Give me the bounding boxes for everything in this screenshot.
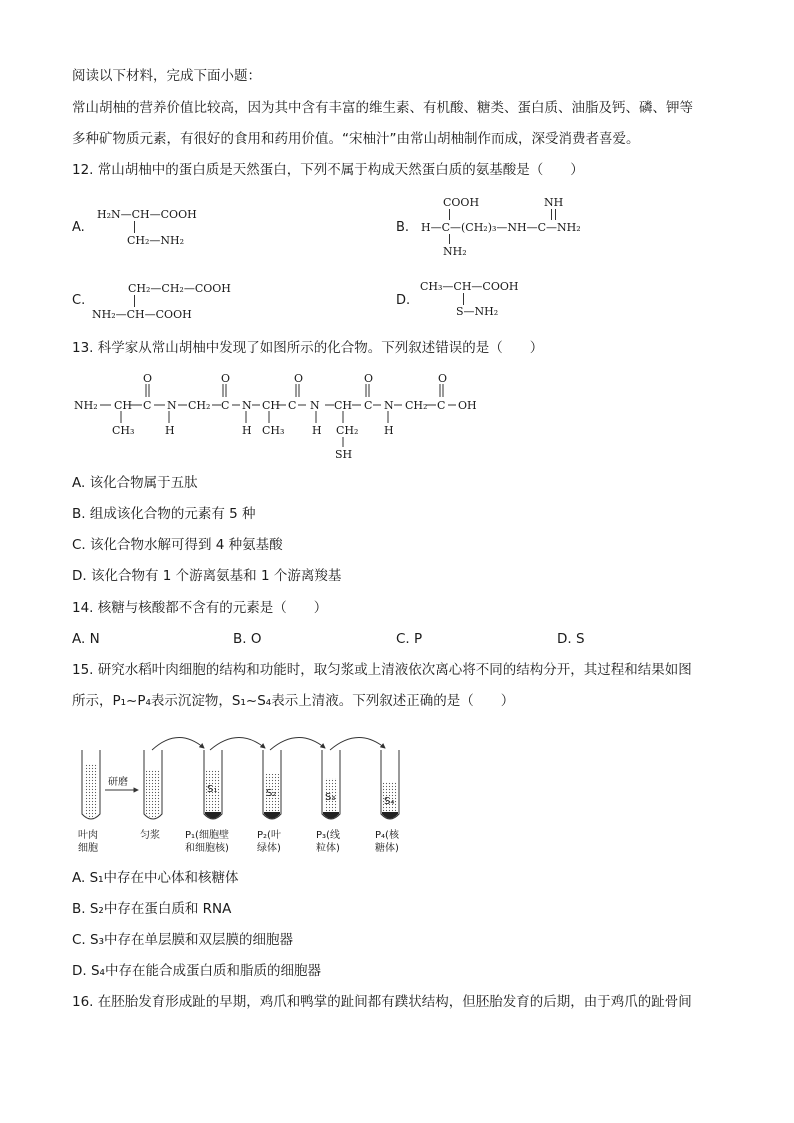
- peptide-thiol: SH: [335, 448, 353, 460]
- peptide-substituent: CH₃: [262, 424, 285, 437]
- peptide-oxygen: O: [364, 372, 374, 385]
- figure-caption: 细胞: [78, 843, 98, 854]
- peptide-atom: C: [437, 399, 446, 412]
- q13-option-a: A. 该化合物属于五肽: [72, 475, 198, 491]
- peptide-substituent: CH₃: [112, 424, 135, 437]
- figure-caption: P₃(线: [316, 830, 340, 841]
- figure-caption: P₂(叶: [257, 830, 281, 841]
- peptide-atom: C: [143, 399, 152, 412]
- q12-a-row2: CH₂—NH₂: [127, 234, 185, 247]
- peptide-substituent: H: [384, 424, 394, 437]
- q13-option-c: C. 该化合物水解可得到 4 种氨基酸: [72, 537, 283, 553]
- peptide-substituent: H: [165, 424, 175, 437]
- q12-option-a-label: A.: [72, 220, 85, 235]
- q12-d-row2: S—NH₂: [456, 305, 499, 318]
- supernatant-label: S₄: [384, 796, 395, 807]
- q14-option-b: B. O: [233, 631, 262, 647]
- q12-b-bottom: NH₂: [443, 245, 467, 258]
- peptide-atom: OH: [458, 399, 477, 412]
- peptide-atom: CH₂: [405, 399, 428, 412]
- q13-peptide-structure: [70, 370, 500, 460]
- q13-option-b: B. 组成该化合物的元素有 5 种: [72, 506, 256, 522]
- q15-grind-label: 研磨: [108, 777, 128, 788]
- intro-instruction: 阅读以下材料，完成下面小题：: [72, 68, 261, 84]
- peptide-atom: CH: [114, 399, 133, 412]
- figure-caption: P₄(核: [375, 830, 399, 841]
- figure-caption: P₁(细胞壁: [185, 830, 229, 841]
- figure-caption: 叶肉: [78, 830, 98, 841]
- q12-b-main: H—C—(CH₂)₃—NH—C—NH₂: [421, 221, 581, 234]
- q15-centrifuge-figure: [70, 728, 420, 858]
- q15-option-d: D. S₄中存在能合成蛋白质和脂质的细胞器: [72, 963, 321, 979]
- q12-option-c-label: C.: [72, 293, 86, 308]
- peptide-atom: CH₂: [188, 399, 211, 412]
- q14-option-d: D. S: [557, 631, 585, 647]
- q12-b-top-nh: NH: [544, 196, 564, 209]
- peptide-oxygen: O: [294, 372, 304, 385]
- peptide-oxygen: O: [438, 372, 448, 385]
- q14-option-a: A. N: [72, 631, 100, 647]
- q12-c-row1: CH₂—CH₂—COOH: [128, 282, 231, 295]
- q14-option-c: C. P: [396, 631, 423, 647]
- q12-c-row2: NH₂—CH—COOH: [92, 308, 192, 321]
- figure-caption: 匀浆: [140, 830, 160, 841]
- q15-stem-line-2: 所示，P₁~P₄表示沉淀物，S₁~S₄表示上清液。下列叙述正确的是（ ）: [72, 693, 515, 709]
- q12-d-row1: CH₃—CH—COOH: [420, 280, 519, 293]
- peptide-atom: CH: [334, 399, 353, 412]
- supernatant-label: S₃: [325, 792, 336, 803]
- supernatant-label: S₂: [266, 788, 277, 799]
- q13-option-d: D. 该化合物有 1 个游离氨基和 1 个游离羧基: [72, 568, 342, 584]
- peptide-atom: C: [364, 399, 373, 412]
- q15-option-b: B. S₂中存在蛋白质和 RNA: [72, 901, 232, 917]
- intro-material-line-2: 多种矿物质元素，有很好的食用和药用价值。“宋柚汁”由常山胡柚制作而成，深受消费者喜爱。: [72, 131, 640, 147]
- peptide-atom: NH₂: [74, 399, 98, 412]
- figure-caption: 绿体): [257, 843, 281, 854]
- supernatant-label: S₁: [207, 784, 218, 795]
- peptide-atom: C: [288, 399, 297, 412]
- peptide-atom: N: [242, 399, 252, 412]
- peptide-oxygen: O: [221, 372, 231, 385]
- intro-material-line-1: 常山胡柚的营养价值比较高，因为其中含有丰富的维生素、有机酸、糖类、蛋白质、油脂及钙、磷、钾等: [72, 100, 693, 116]
- peptide-atom: N: [310, 399, 320, 412]
- q14-stem: 14. 核糖与核酸都不含有的元素是（ ）: [72, 600, 328, 616]
- q12-stem: 12. 常山胡柚中的蛋白质是天然蛋白，下列不属于构成天然蛋白质的氨基酸是（ ）: [72, 162, 584, 178]
- peptide-substituent: CH₂: [336, 424, 359, 437]
- peptide-atom: N: [384, 399, 394, 412]
- peptide-oxygen: O: [143, 372, 153, 385]
- peptide-atom: N: [167, 399, 177, 412]
- q12-option-d-label: D.: [396, 293, 411, 308]
- q15-option-c: C. S₃中存在单层膜和双层膜的细胞器: [72, 932, 293, 948]
- q12-option-b-label: B.: [396, 220, 410, 235]
- peptide-substituent: H: [242, 424, 252, 437]
- figure-caption: 粒体): [316, 843, 340, 854]
- q16-stem: 16. 在胚胎发育形成趾的早期，鸡爪和鸭掌的趾间都有蹼状结构，但胚胎发育的后期，由于鸡爪的趾骨间: [72, 994, 692, 1010]
- peptide-atom: CH: [262, 399, 281, 412]
- peptide-atom: C: [221, 399, 230, 412]
- figure-caption: 糖体): [375, 843, 399, 854]
- peptide-substituent: H: [312, 424, 322, 437]
- q12-a-row1: H₂N—CH—COOH: [97, 208, 197, 221]
- q13-stem: 13. 科学家从常山胡柚中发现了如图所示的化合物。下列叙述错误的是（ ）: [72, 340, 544, 356]
- q15-option-a: A. S₁中存在中心体和核糖体: [72, 870, 239, 886]
- q15-stem-line-1: 15. 研究水稻叶肉细胞的结构和功能时，取匀浆或上清液依次离心将不同的结构分开，其过程和结果如图: [72, 662, 692, 678]
- q12-b-top: COOH: [443, 196, 480, 209]
- figure-caption: 和细胞核): [185, 843, 229, 854]
